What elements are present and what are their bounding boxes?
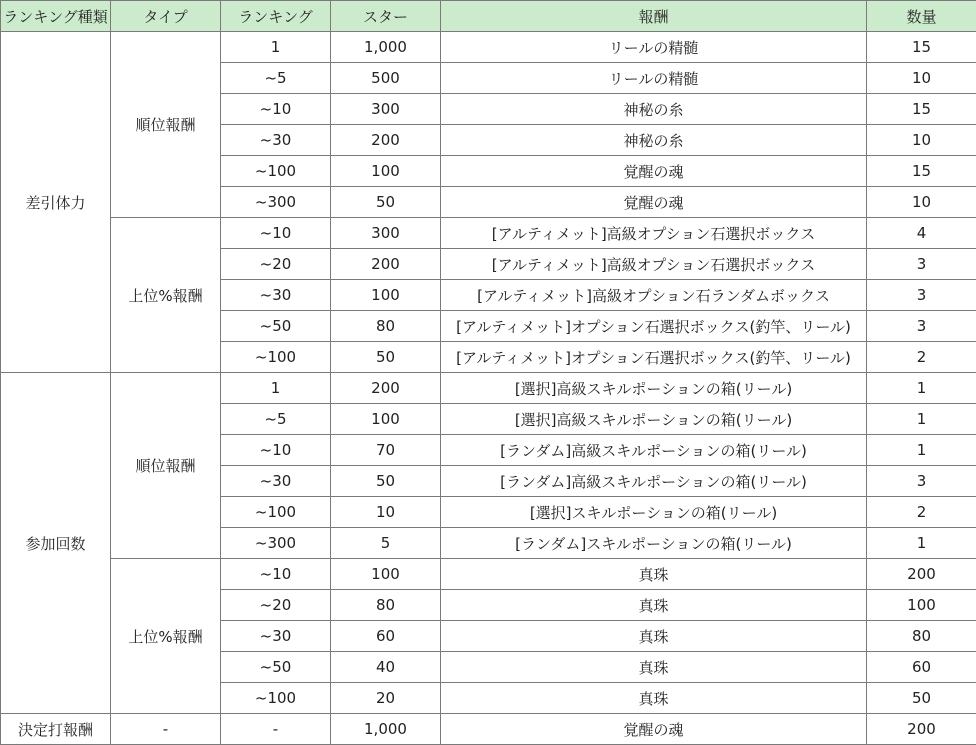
reward-cell: 真珠	[441, 621, 867, 652]
rank-cell: ~20	[221, 590, 331, 621]
stars-cell: 1,000	[331, 32, 441, 63]
table-body	[1, 32, 976, 745]
stars-cell: 50	[331, 342, 441, 373]
quantity-cell: 3	[867, 249, 976, 280]
stars-cell: 10	[331, 497, 441, 528]
stars-cell: 300	[331, 218, 441, 249]
stars-cell: 50	[331, 187, 441, 218]
type-cell: 順位報酬	[111, 32, 221, 218]
rank-cell: ~300	[221, 187, 331, 218]
rank-cell: ~100	[221, 342, 331, 373]
table-row	[1, 218, 976, 249]
header-row	[1, 1, 976, 32]
stars-cell: 80	[331, 590, 441, 621]
reward-cell: [アルティメット]高級オプション石ランダムボックス	[441, 280, 867, 311]
category-cell: 差引体力	[1, 32, 111, 373]
reward-cell: 神秘の糸	[441, 94, 867, 125]
stars-cell: 200	[331, 249, 441, 280]
stars-cell: 100	[331, 156, 441, 187]
reward-cell: [アルティメット]高級オプション石選択ボックス	[441, 218, 867, 249]
rank-cell: 1	[221, 32, 331, 63]
category-cell: 参加回数	[1, 373, 111, 714]
quantity-cell: 200	[867, 714, 976, 745]
header-quantity: 数量	[867, 1, 976, 32]
reward-cell: 覚醒の魂	[441, 187, 867, 218]
type-cell: -	[111, 714, 221, 745]
quantity-cell: 100	[867, 590, 976, 621]
stars-cell: 70	[331, 435, 441, 466]
header-stars: スター	[331, 1, 441, 32]
rank-cell: ~30	[221, 125, 331, 156]
reward-cell: [ランダム]高級スキルポーションの箱(リール)	[441, 435, 867, 466]
stars-cell: 50	[331, 466, 441, 497]
rank-cell: ~30	[221, 280, 331, 311]
quantity-cell: 80	[867, 621, 976, 652]
quantity-cell: 15	[867, 94, 976, 125]
quantity-cell: 4	[867, 218, 976, 249]
stars-cell: 200	[331, 125, 441, 156]
type-cell: 上位%報酬	[111, 559, 221, 714]
reward-cell: [アルティメット]オプション石選択ボックス(釣竿、リール)	[441, 342, 867, 373]
stars-cell: 200	[331, 373, 441, 404]
reward-cell: 覚醒の魂	[441, 156, 867, 187]
rank-cell: ~50	[221, 652, 331, 683]
table-row	[1, 714, 976, 745]
rank-cell: ~10	[221, 218, 331, 249]
rank-cell: ~10	[221, 435, 331, 466]
header-ranking-kind: ランキング種類	[1, 1, 111, 32]
table-row	[1, 32, 976, 63]
quantity-cell: 3	[867, 311, 976, 342]
reward-cell: [アルティメット]高級オプション石選択ボックス	[441, 249, 867, 280]
quantity-cell: 15	[867, 156, 976, 187]
reward-cell: [選択]高級スキルポーションの箱(リール)	[441, 373, 867, 404]
quantity-cell: 3	[867, 466, 976, 497]
type-cell: 順位報酬	[111, 373, 221, 559]
reward-cell: 真珠	[441, 590, 867, 621]
reward-cell: [選択]高級スキルポーションの箱(リール)	[441, 404, 867, 435]
reward-cell: 覚醒の魂	[441, 714, 867, 745]
reward-cell: 真珠	[441, 652, 867, 683]
quantity-cell: 50	[867, 683, 976, 714]
rank-cell: ~10	[221, 559, 331, 590]
reward-cell: 真珠	[441, 559, 867, 590]
quantity-cell: 1	[867, 373, 976, 404]
reward-cell: リールの精髄	[441, 63, 867, 94]
rank-cell: ~300	[221, 528, 331, 559]
table-row	[1, 373, 976, 404]
stars-cell: 1,000	[331, 714, 441, 745]
table-row	[1, 559, 976, 590]
rank-cell: ~30	[221, 466, 331, 497]
rank-cell: 1	[221, 373, 331, 404]
quantity-cell: 1	[867, 528, 976, 559]
quantity-cell: 3	[867, 280, 976, 311]
reward-cell: [ランダム]高級スキルポーションの箱(リール)	[441, 466, 867, 497]
type-cell: 上位%報酬	[111, 218, 221, 373]
quantity-cell: 60	[867, 652, 976, 683]
rank-cell: -	[221, 714, 331, 745]
reward-cell: [アルティメット]オプション石選択ボックス(釣竿、リール)	[441, 311, 867, 342]
stars-cell: 300	[331, 94, 441, 125]
reward-cell: [選択]スキルポーションの箱(リール)	[441, 497, 867, 528]
stars-cell: 60	[331, 621, 441, 652]
header-type: タイプ	[111, 1, 221, 32]
quantity-cell: 10	[867, 63, 976, 94]
reward-cell: 神秘の糸	[441, 125, 867, 156]
quantity-cell: 10	[867, 125, 976, 156]
quantity-cell: 2	[867, 497, 976, 528]
header-reward: 報酬	[441, 1, 867, 32]
rank-cell: ~100	[221, 156, 331, 187]
stars-cell: 40	[331, 652, 441, 683]
stars-cell: 100	[331, 280, 441, 311]
reward-cell: [ランダム]スキルポーションの箱(リール)	[441, 528, 867, 559]
quantity-cell: 15	[867, 32, 976, 63]
reward-cell: 真珠	[441, 683, 867, 714]
rank-cell: ~30	[221, 621, 331, 652]
header-ranking: ランキング	[221, 1, 331, 32]
rank-cell: ~5	[221, 63, 331, 94]
category-cell: 決定打報酬	[1, 714, 111, 745]
stars-cell: 500	[331, 63, 441, 94]
stars-cell: 5	[331, 528, 441, 559]
quantity-cell: 1	[867, 435, 976, 466]
quantity-cell: 1	[867, 404, 976, 435]
rank-cell: ~20	[221, 249, 331, 280]
stars-cell: 20	[331, 683, 441, 714]
rank-cell: ~100	[221, 497, 331, 528]
rank-cell: ~50	[221, 311, 331, 342]
quantity-cell: 10	[867, 187, 976, 218]
rank-cell: ~10	[221, 94, 331, 125]
quantity-cell: 2	[867, 342, 976, 373]
stars-cell: 80	[331, 311, 441, 342]
quantity-cell: 200	[867, 559, 976, 590]
stars-cell: 100	[331, 404, 441, 435]
rank-cell: ~5	[221, 404, 331, 435]
rank-cell: ~100	[221, 683, 331, 714]
stars-cell: 100	[331, 559, 441, 590]
reward-cell: リールの精髄	[441, 32, 867, 63]
